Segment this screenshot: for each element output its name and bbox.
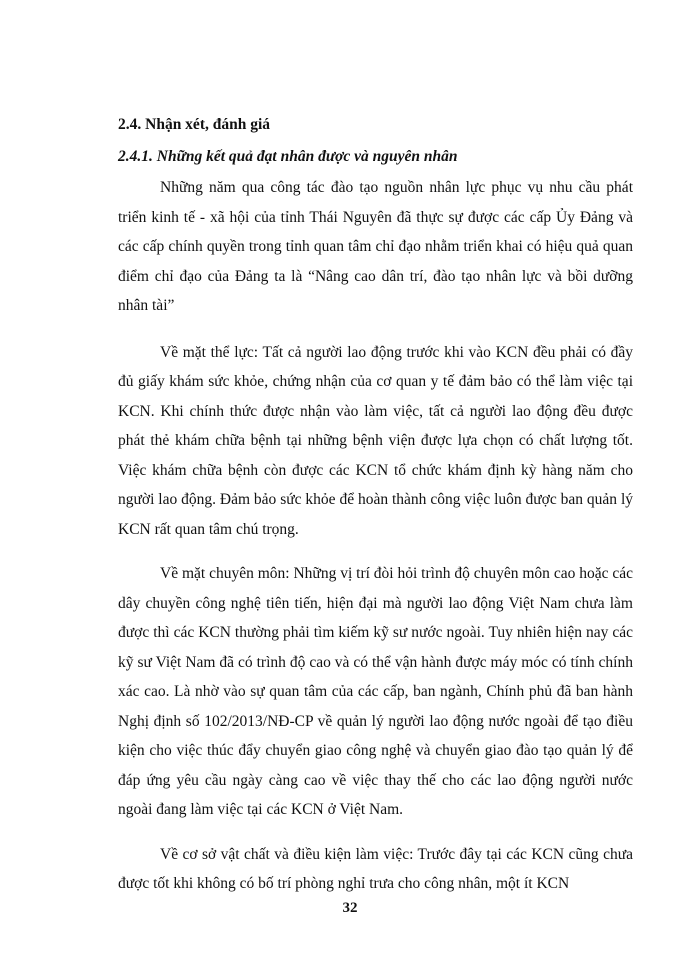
paragraph-intro: Những năm qua công tác đào tạo nguồn nhân lực phục vụ nhu cầu phát triển kinh tế - xã hội của tỉnh Thái Nguyên đã thực sự được các cấp Ủy Đảng và các cấp chính quyền trong tỉnh quan tâm chỉ đạo nhằm triển khai có hiệu quả quan điểm chỉ đạo của Đảng ta là “Nâng cao dân trí, đào tạo nhân lực và bồi dưỡng nhân tài”: [118, 179, 633, 314]
body-text: [118, 173, 633, 899]
page-number: 32: [342, 900, 358, 916]
paragraph-expertise: Về mặt chuyên môn: Những vị trí đòi hỏi trình độ chuyên môn cao hoặc các dây chuyền công nghệ tiên tiến, hiện đại mà người lao động Việt Nam chưa làm được thì các KCN thường phải tìm kiếm kỹ sư nước ngoài. Tuy nhiên hiện nay các kỹ sư Việt Nam đã có trình độ cao và có thể vận hành được máy móc có tính chính xác cao. Là nhờ vào sự quan tâm của các cấp, ban ngành, Chính phủ đã ban hành Nghị định số 102/2013/NĐ-CP về quản lý người lao động nước ngoài để tạo điều kiện cho việc thúc đẩy chuyển giao công nghệ và chuyển giao đào tạo quản lý để đáp ứng yêu cầu ngày càng cao về việc thay thế cho các lao động người nước ngoài đang làm việc tại các KCN ở Việt Nam.: [118, 565, 633, 818]
subsection-heading: 2.4.1. Những kết quả đạt nhân được và nguyên nhân: [118, 148, 458, 165]
paragraph-facilities: Về cơ sở vật chất và điều kiện làm việc: Trước đây tại các KCN cũng chưa được tốt khi không có bố trí phòng nghỉ trưa cho công nhân, một ít KCN: [118, 845, 633, 892]
paragraph-physical-health: Về mặt thể lực: Tất cả người lao động trước khi vào KCN đều phải có đầy đủ giấy khám sức khỏe, chứng nhận của cơ quan y tế đảm bảo có thể làm việc tại KCN. Khi chính thức được nhận vào làm việc, tất cả người lao động đều được phát thẻ khám chữa bệnh tại những bệnh viện được lựa chọn có chất lượng tốt. Việc khám chữa bệnh còn được các KCN tổ chức khám định kỳ hàng năm cho người lao động. Đảm bảo sức khỏe để hoàn thành công việc luôn được ban quản lý KCN rất quan tâm chú trọng.: [118, 343, 633, 538]
section-heading: 2.4. Nhận xét, đánh giá: [118, 116, 271, 133]
